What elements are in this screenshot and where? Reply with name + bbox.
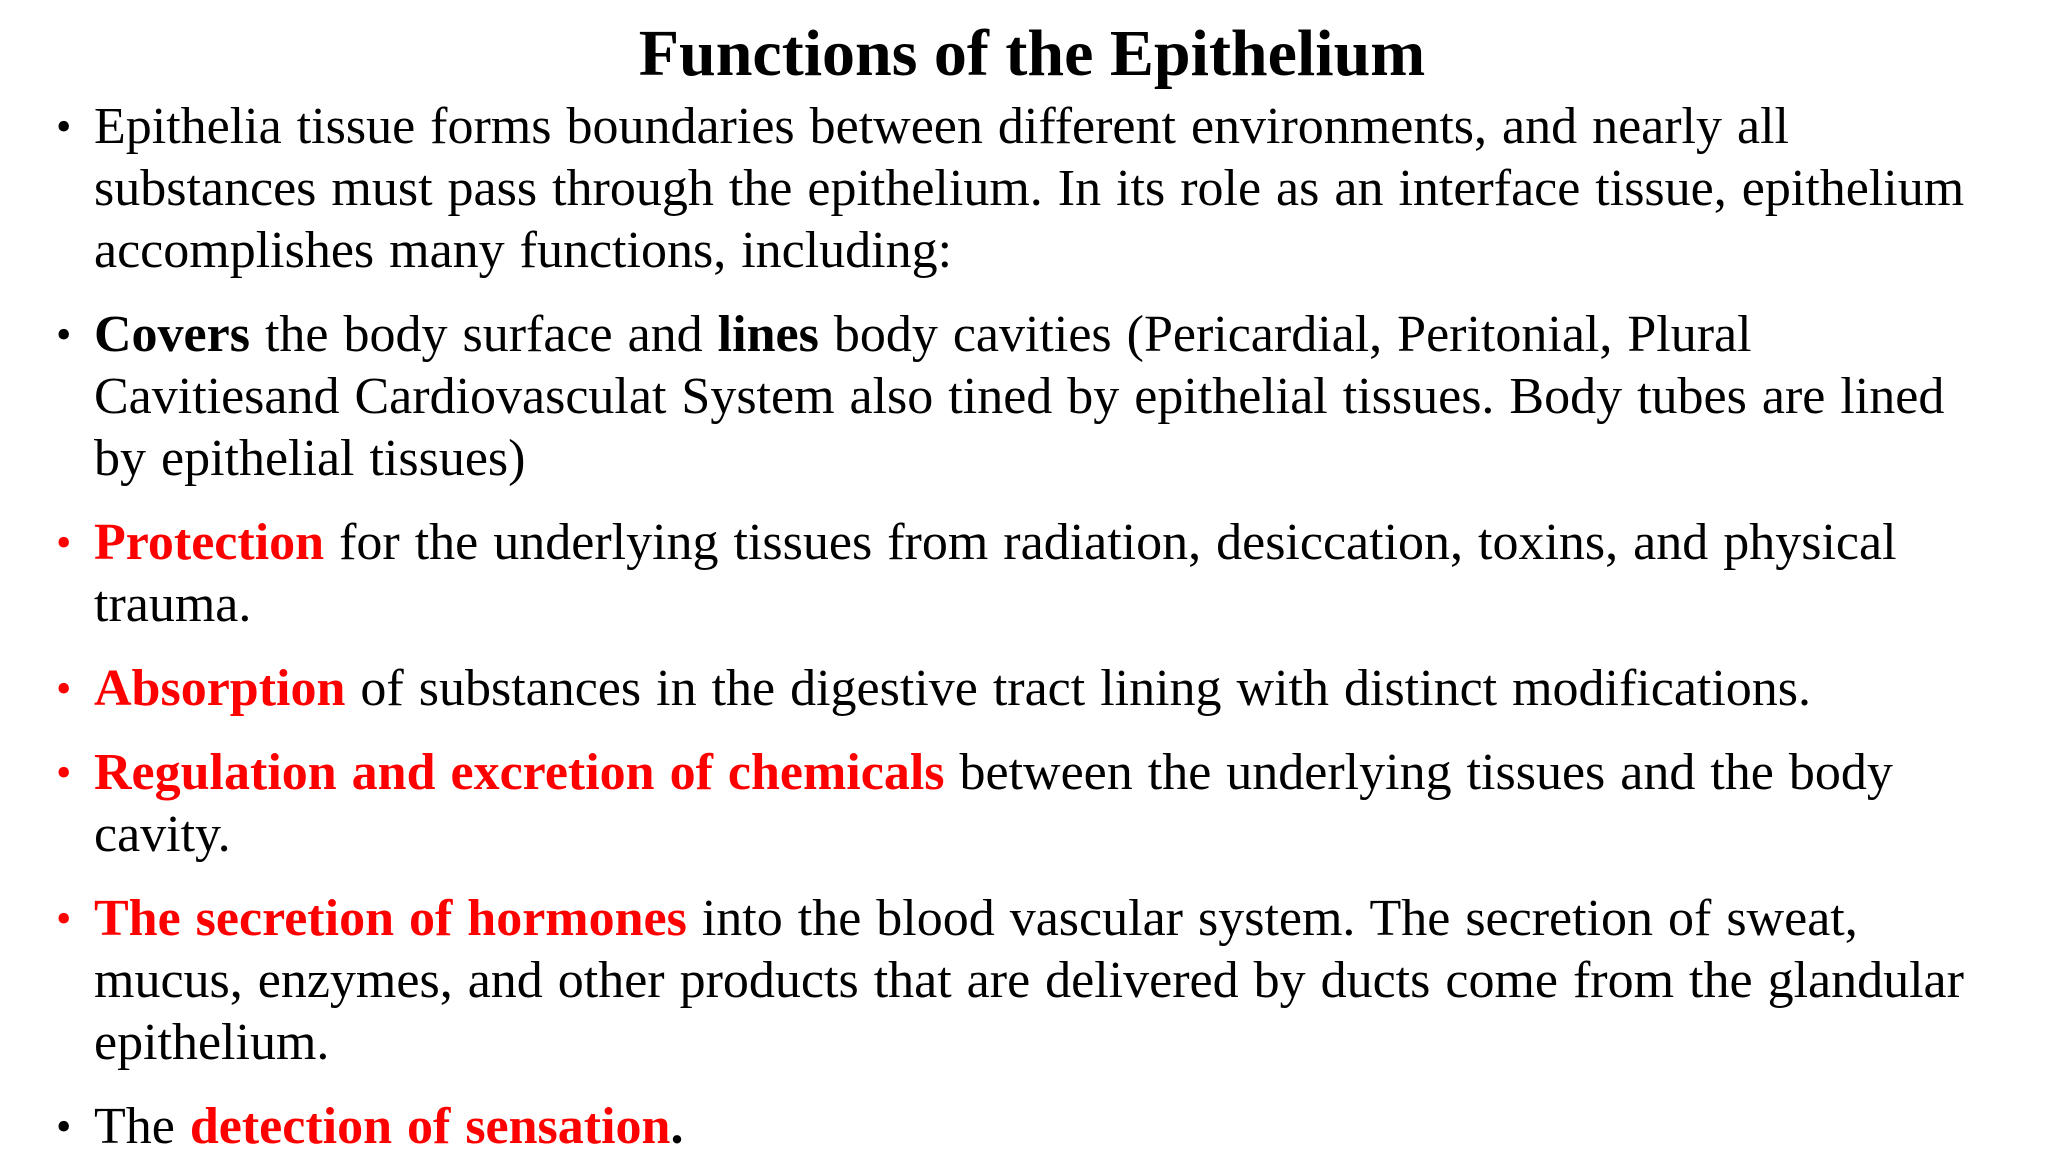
bullet-text: between the underlying tissues and the body cavity. bbox=[94, 744, 1893, 863]
bullet-icon: • bbox=[56, 102, 72, 151]
bullet-text: The bbox=[94, 1098, 190, 1152]
slide-title: Functions of the Epithelium bbox=[638, 17, 1426, 90]
bullet-covers bbox=[56, 304, 1988, 490]
bullet-intro bbox=[56, 96, 1988, 282]
bullet-icon: • bbox=[56, 748, 72, 797]
bullet-text: the body surface and bbox=[249, 306, 718, 363]
bullet-absorption bbox=[56, 658, 1988, 720]
bullet-icon: • bbox=[56, 1102, 72, 1151]
bullet-protection bbox=[56, 512, 1988, 636]
keyword-regulation: Regulation and excretion of chemicals bbox=[94, 744, 945, 801]
bullet-sensation bbox=[56, 1096, 1988, 1152]
bullet-icon: • bbox=[56, 664, 72, 713]
bullet-icon: • bbox=[56, 894, 72, 943]
bullet-text: Epithelia tissue forms boundaries between different environments, and nearly all substances must pass through the epithelium. In its role as an interface tissue, epithelium accomplishes many functions, including: bbox=[94, 98, 1965, 279]
bullet-text: of substances in the digestive tract lining with distinct modifications. bbox=[345, 660, 1812, 717]
bullet-text: body cavities (Pericardial, Peritonial, Plural Cavitiesand Cardiovasculat System also tined by epithelial tissues. Body tubes are lined by epithelial tissues) bbox=[94, 306, 1945, 487]
bullet-text: into the blood vascular system. The secretion of sweat, mucus, enzymes, and other products that are delivered by ducts come from the glandular epithelium. bbox=[94, 890, 1964, 1071]
bullet-icon: • bbox=[56, 518, 72, 567]
keyword-detection: detection of sensation bbox=[189, 1098, 671, 1152]
bullet-icon: • bbox=[56, 310, 72, 359]
keyword-absorption: Absorption bbox=[94, 660, 346, 717]
bullet-text: for the underlying tissues from radiation, desiccation, toxins, and physical trauma. bbox=[94, 514, 1897, 633]
bullet-period: . bbox=[670, 1098, 684, 1152]
keyword-secretion: The secretion of hormones bbox=[94, 890, 687, 947]
bullet-list bbox=[56, 96, 1988, 1152]
bullet-regulation bbox=[56, 742, 1988, 866]
keyword-protection: Protection bbox=[94, 514, 325, 571]
keyword-lines: lines bbox=[717, 306, 819, 363]
keyword-covers: Covers bbox=[94, 306, 250, 363]
bullet-secretion bbox=[56, 888, 1988, 1074]
